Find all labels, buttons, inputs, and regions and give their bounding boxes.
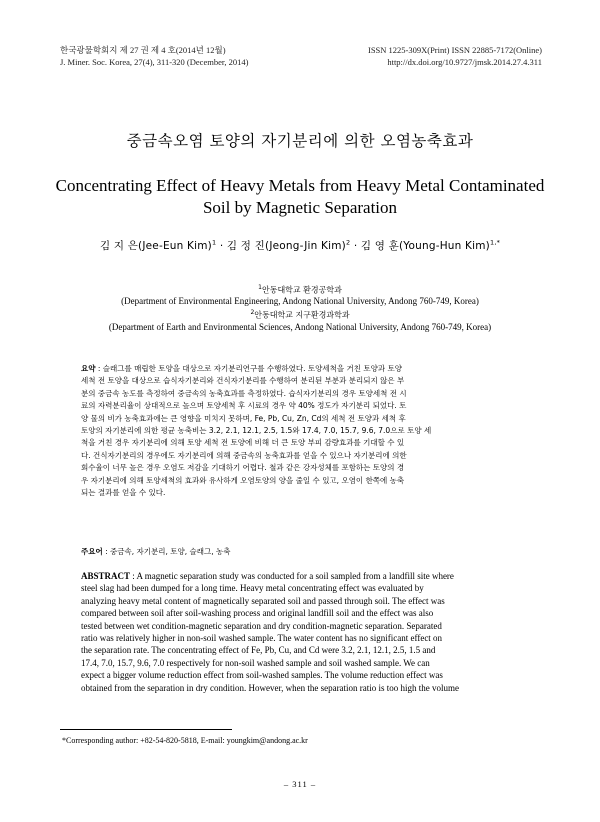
abstract-korean-line bbox=[81, 363, 518, 375]
abstract-english-line: obtained from the separation in dry condition. However, when the separation ratio is too high the volume bbox=[81, 682, 460, 693]
author-2: 김 정 진(Jeong-Jin Kim) bbox=[226, 240, 346, 252]
abstract-english-line: the separation rate. The concentrating effect of Fe, Pb, Cu, and Cd were 3.2, 2.1, 12.1, 2.5, 1.5 and bbox=[81, 645, 436, 656]
abstract-korean-label: 요약 bbox=[81, 364, 96, 373]
abstract-english-line: expect a bigger volume reduction effect from soil-washed samples. The volume reduction effect was bbox=[81, 670, 443, 681]
author-1-affiliation-mark: 1 bbox=[211, 238, 217, 247]
author-list bbox=[0, 238, 600, 253]
footnote-divider bbox=[60, 729, 232, 730]
abstract-korean-line: 료의 자력분리율이 상대적으로 높으며 토양세척 후 시료의 경우 약 40% 정도가 자기분리 되었다. 토 bbox=[81, 401, 407, 411]
abstract-korean-line: 되는 결과를 얻을 수 있다. bbox=[81, 488, 166, 498]
abstract-korean-text: : 슬래그를 매립한 토양을 대상으로 자기분리연구를 수행하였다. 토양세척을 거친 토양과 토양 bbox=[95, 364, 402, 373]
abstract-english-label: ABSTRACT bbox=[81, 571, 131, 581]
abstract-english bbox=[81, 570, 518, 694]
abstract-english-text: : A magnetic separation study was conducted for a soil sampled from a landfill site where bbox=[130, 571, 454, 581]
abstract-korean bbox=[81, 363, 518, 499]
page-number: – 311 – bbox=[283, 779, 317, 789]
abstract-korean-line: 우 자기분리에 의해 토양세척의 효과와 유사하게 오염토양의 양을 줄일 수 있고, 오염이 한쪽에 농축 bbox=[81, 475, 405, 485]
issn-text: ISSN 1225-309X(Print) ISSN 22885-7172(Online) bbox=[367, 45, 542, 55]
author-separator: · bbox=[216, 240, 227, 252]
abstract-korean-line: 토양의 자기분리에 의한 평균 농축비는 3.2, 2.1, 12.1, 2.5, 1.5와 17.4, 7.0, 15.7, 9.6, 7.0으로 토양 세 bbox=[81, 426, 432, 436]
title-english-line1: Concentrating Effect of Heavy Metals from Heavy Metal Contaminated bbox=[55, 176, 545, 195]
journal-citation-english: J. Miner. Soc. Korea, 27(4), 311-320 (December, 2014) bbox=[60, 57, 249, 67]
abstract-english-line: compared between soil after soil-washing process and original landfill soil and the effect was also bbox=[81, 608, 434, 619]
abstract-english-line: steel slag had been dumped for a long time. Heavy metal concentrating effect was evaluated by bbox=[81, 583, 424, 594]
title-english-line2: Soil by Magnetic Separation bbox=[202, 198, 398, 217]
keywords-korean-text: : 중금속, 자기분리, 토양, 슬래그, 농축 bbox=[102, 547, 231, 556]
abstract-korean-line: 세척 전 토양을 대상으로 습식자기분리와 건식자기분리를 수행하여 분리된 부분과 분리되지 않은 부 bbox=[81, 376, 405, 386]
abstract-english-line: analyzing heavy metal content of magnetically separated soil and passed through soil. The effect was bbox=[81, 595, 445, 606]
journal-citation-korean: 한국광물학회지 제 27 권 제 4 호(2014년 12월) bbox=[60, 45, 226, 55]
author-3: 김 영 훈(Young-Hun Kim) bbox=[360, 240, 490, 252]
abstract-korean-line: 양 물의 비가 농축효과에는 큰 영향을 미치지 못하며, Fe, Pb, Cu, Zn, Cd의 세척 전 토양과 세척 후 bbox=[81, 413, 406, 423]
abstract-korean-line: 회수율이 너무 높은 경우 오염도 저감을 기대하기 어렵다. 철과 같은 강자성체를 포함하는 토양의 경 bbox=[81, 463, 405, 473]
affiliation-1-mark: 1 bbox=[258, 284, 262, 291]
title-english bbox=[40, 175, 560, 219]
author-1: 김 지 은(Jee-Eun Kim) bbox=[99, 240, 212, 252]
affiliation-2-english: (Department of Earth and Environmental Sciences, Andong National University, Andong 760-749, Korea) bbox=[108, 322, 492, 332]
author-separator: · bbox=[350, 240, 361, 252]
affiliation-2-korean-text: 안동대학교 지구환경과학과 bbox=[254, 310, 350, 320]
abstract-english-line: tested between wet condition-magnetic separation and dry condition-magnetic separation. Separated bbox=[81, 620, 442, 631]
abstract-korean-line: 분의 중금속 농도를 측정하여 중금속의 농축효과를 측정하였다. 습식자기분리의 경우 토양세척 전 시 bbox=[81, 388, 407, 398]
corresponding-author-footnote: *Corresponding author: +82-54-820-5818, E-mail: youngkim@andong.ac.kr bbox=[62, 736, 308, 745]
journal-header-left bbox=[60, 44, 248, 68]
affiliation-1-korean-text: 안동대학교 환경공학과 bbox=[262, 285, 342, 295]
affiliation-1-english: (Department of Environmental Engineering, Andong National University, Andong 760-749, Korea) bbox=[121, 296, 479, 306]
author-2-affiliation-mark: 2 bbox=[345, 238, 351, 247]
journal-header-right bbox=[368, 44, 542, 68]
abstract-korean-line: 척을 거친 경우 자기분리에 의해 토양 세척 전 토양에 비해 더 큰 토양 부피 감량효과를 기대할 수 있 bbox=[81, 438, 405, 448]
abstract-korean-line: 다. 건식자기분리의 경우에도 자기분리에 의해 중금속의 농축효과를 얻을 수 있으나 자기분리에 의한 bbox=[81, 450, 407, 460]
abstract-english-line: ratio was relatively higher in non-soil washed sample. The water content has no significant effect on bbox=[81, 633, 443, 644]
keywords-korean bbox=[81, 546, 231, 557]
keywords-korean-label: 주요어 bbox=[81, 547, 103, 556]
author-3-affiliation-mark: 1,* bbox=[489, 238, 501, 247]
doi-link[interactable]: http://dx.doi.org/10.9727/jmsk.2014.27.4.311 bbox=[387, 57, 542, 67]
affiliation-2-korean bbox=[0, 307, 600, 322]
title-korean: 중금속오염 토양의 자기분리에 의한 오염농축효과 bbox=[126, 132, 474, 150]
affiliation-2-mark: 2 bbox=[250, 309, 255, 316]
abstract-english-line bbox=[81, 570, 518, 582]
abstract-english-line: 17.4, 7.0, 15.7, 9.6, 7.0 respectively for non-soil washed sample and soil washed sample. We can bbox=[81, 657, 430, 668]
